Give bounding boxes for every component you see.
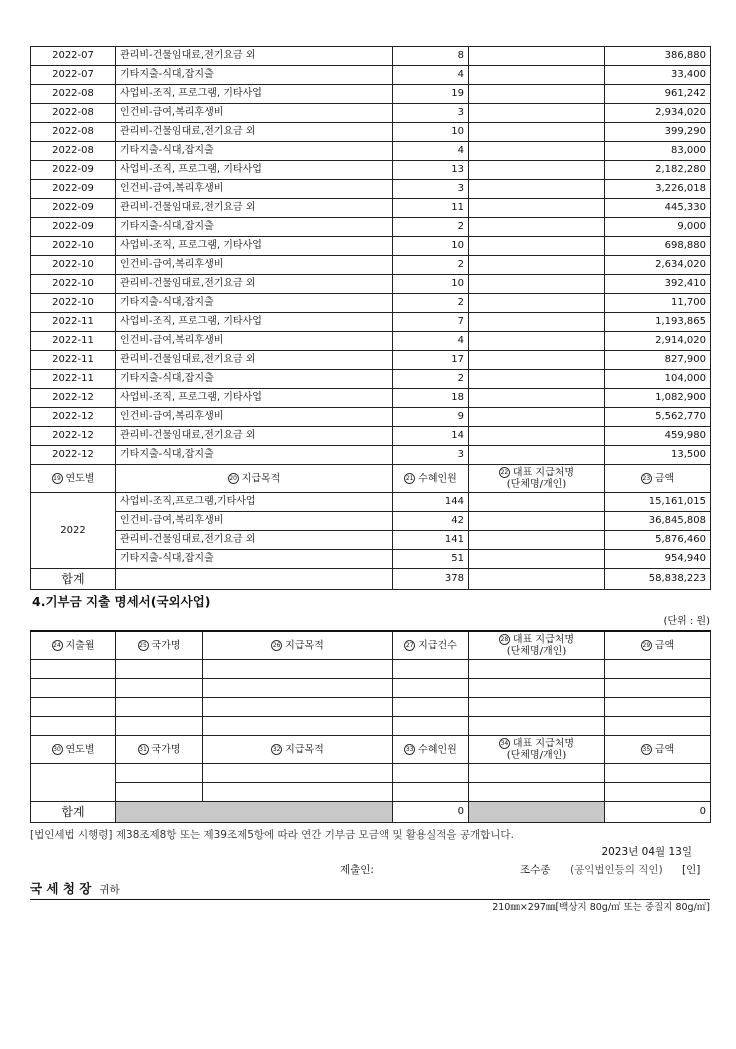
table-row	[31, 237, 711, 256]
domestic-expense-table	[30, 46, 711, 590]
count-cell: 2	[393, 370, 469, 389]
count-cell: 14	[393, 427, 469, 446]
count-cell: 17	[393, 351, 469, 370]
month-cell: 2022-11	[31, 332, 116, 351]
month-cell: 2022-10	[31, 275, 116, 294]
header-month: 24 지출월	[31, 631, 116, 660]
yearly-year: 2022	[31, 493, 116, 569]
table-row	[31, 275, 711, 294]
payee-cell	[469, 218, 605, 237]
purpose-cell: 관리비-건물임대료,전기요금 외	[116, 47, 393, 66]
amount-cell: 386,880	[605, 47, 711, 66]
total-amount: 58,838,223	[605, 569, 711, 590]
header-amount: 23 금액	[605, 465, 711, 493]
header-purpose: 26 지급목적	[203, 631, 393, 660]
payee-cell	[469, 256, 605, 275]
header-payee: 34 대표 지급처명 (단체명/개인)	[469, 736, 605, 764]
yearly-row	[31, 550, 711, 569]
payee-cell	[469, 66, 605, 85]
payee-cell	[469, 446, 605, 465]
count-cell: 2	[393, 256, 469, 275]
payee-cell	[469, 47, 605, 66]
amount-cell: 459,980	[605, 427, 711, 446]
header-country: 31 국가명	[116, 736, 203, 764]
count-cell: 4	[393, 332, 469, 351]
table-row	[31, 199, 711, 218]
purpose-cell: 기타지출-식대,잡지출	[116, 446, 393, 465]
table-row	[31, 389, 711, 408]
month-cell: 2022-12	[31, 389, 116, 408]
payee-cell	[469, 180, 605, 199]
month-cell: 2022-12	[31, 427, 116, 446]
count-cell: 4	[393, 142, 469, 161]
purpose-cell: 인건비-급여,복리후생비	[116, 180, 393, 199]
empty-row	[31, 660, 711, 679]
yearly-amount: 954,940	[605, 550, 711, 569]
count-cell: 8	[393, 47, 469, 66]
count-cell: 18	[393, 389, 469, 408]
amount-cell: 2,182,280	[605, 161, 711, 180]
purpose-cell: 관리비-건물임대료,전기요금 외	[116, 123, 393, 142]
table-row	[31, 123, 711, 142]
amount-cell: 5,562,770	[605, 408, 711, 427]
month-cell: 2022-08	[31, 142, 116, 161]
count-cell: 7	[393, 313, 469, 332]
table-row	[31, 218, 711, 237]
yearly-purpose: 사업비-조직,프로그램,기타사업	[116, 493, 393, 512]
yearly-row	[31, 512, 711, 531]
month-cell: 2022-08	[31, 85, 116, 104]
table-row	[31, 313, 711, 332]
month-cell: 2022-09	[31, 180, 116, 199]
month-cell: 2022-09	[31, 199, 116, 218]
yearly-purpose: 인건비-급여,복리후생비	[116, 512, 393, 531]
yearly-row	[31, 493, 711, 512]
table-row	[31, 104, 711, 123]
table-row	[31, 161, 711, 180]
purpose-cell: 사업비-조직, 프로그램, 기타사업	[116, 85, 393, 104]
total-row	[31, 569, 711, 590]
yearly-purpose: 관리비-건물임대료,전기요금 외	[116, 531, 393, 550]
month-cell: 2022-11	[31, 370, 116, 389]
section-4-title: 4.기부금 지출 명세서(국외사업)	[32, 594, 211, 609]
overseas-expense-table	[30, 630, 711, 823]
amount-cell: 3,226,018	[605, 180, 711, 199]
table-row	[31, 446, 711, 465]
amount-cell: 961,242	[605, 85, 711, 104]
count-cell: 10	[393, 123, 469, 142]
amount-cell: 445,330	[605, 199, 711, 218]
empty-row	[31, 717, 711, 736]
amount-cell: 392,410	[605, 275, 711, 294]
total-count: 378	[393, 569, 469, 590]
seal-mark: [인]	[682, 864, 701, 876]
month-cell: 2022-07	[31, 47, 116, 66]
month-cell: 2022-10	[31, 256, 116, 275]
total-label: 합계	[31, 802, 116, 823]
yearly-header-row	[31, 465, 711, 493]
submitter-label: 제출인:	[340, 864, 374, 876]
submitter-role: (공익법인등의 직인)	[570, 864, 663, 876]
count-cell: 3	[393, 180, 469, 199]
yearly-amount: 36,845,808	[605, 512, 711, 531]
amount-cell: 698,880	[605, 237, 711, 256]
count-cell: 11	[393, 199, 469, 218]
count-cell: 10	[393, 275, 469, 294]
header-country: 25 국가명	[116, 631, 203, 660]
payee-cell	[469, 332, 605, 351]
amount-cell: 11,700	[605, 294, 711, 313]
overseas-yearly-header-row	[31, 736, 711, 764]
submitter-name: 조수종	[520, 864, 551, 876]
header-beneficiaries: 33 수혜인원	[393, 736, 469, 764]
header-payee: 28 대표 지급처명 (단체명/개인)	[469, 631, 605, 660]
amount-cell: 827,900	[605, 351, 711, 370]
payee-cell	[469, 427, 605, 446]
purpose-cell: 사업비-조직, 프로그램, 기타사업	[116, 313, 393, 332]
amount-cell: 1,193,865	[605, 313, 711, 332]
table-row	[31, 408, 711, 427]
purpose-cell: 관리비-건물임대료,전기요금 외	[116, 275, 393, 294]
payee-cell	[469, 313, 605, 332]
count-cell: 2	[393, 218, 469, 237]
monthly-rows	[31, 47, 711, 465]
payee-cell	[469, 104, 605, 123]
purpose-cell: 기타지출-식대,잡지출	[116, 218, 393, 237]
donation-report-page	[30, 46, 710, 916]
yearly-row	[31, 531, 711, 550]
month-cell: 2022-11	[31, 313, 116, 332]
count-cell: 4	[393, 66, 469, 85]
count-cell: 19	[393, 85, 469, 104]
purpose-cell: 인건비-급여,복리후생비	[116, 332, 393, 351]
purpose-cell: 인건비-급여,복리후생비	[116, 104, 393, 123]
payee-cell	[469, 85, 605, 104]
amount-cell: 104,000	[605, 370, 711, 389]
submission-date: 2023년 04월 13일	[601, 846, 692, 858]
month-cell: 2022-12	[31, 446, 116, 465]
payee-cell	[469, 123, 605, 142]
payee-cell	[469, 237, 605, 256]
header-year: 19 연도별	[31, 465, 116, 493]
yearly-count: 141	[393, 531, 469, 550]
table-row	[31, 332, 711, 351]
month-cell: 2022-08	[31, 123, 116, 142]
header-year: 30 연도별	[31, 736, 116, 764]
empty-row	[31, 679, 711, 698]
amount-cell: 2,934,020	[605, 104, 711, 123]
overseas-header-row	[31, 631, 711, 660]
count-cell: 3	[393, 446, 469, 465]
legal-notice: [법인세법 시행령] 제38조제8항 또는 제39조제5항에 따라 연간 기부금 모금액 및 활용실적을 공개합니다.	[30, 829, 514, 841]
purpose-cell: 사업비-조직, 프로그램, 기타사업	[116, 389, 393, 408]
header-amount: 29 금액	[605, 631, 711, 660]
purpose-cell: 기타지출-식대,잡지출	[116, 66, 393, 85]
purpose-cell: 기타지출-식대,잡지출	[116, 370, 393, 389]
amount-cell: 83,000	[605, 142, 711, 161]
amount-cell: 33,400	[605, 66, 711, 85]
purpose-cell: 기타지출-식대,잡지출	[116, 294, 393, 313]
empty-row	[31, 698, 711, 717]
table-row	[31, 351, 711, 370]
amount-cell: 399,290	[605, 123, 711, 142]
header-purpose: 20 지급목적	[116, 465, 393, 493]
purpose-cell: 사업비-조직, 프로그램, 기타사업	[116, 161, 393, 180]
table-row	[31, 427, 711, 446]
table-row	[31, 47, 711, 66]
total-label: 합계	[31, 569, 116, 590]
purpose-cell: 관리비-건물임대료,전기요금 외	[116, 199, 393, 218]
month-cell: 2022-12	[31, 408, 116, 427]
amount-cell: 13,500	[605, 446, 711, 465]
submitter-line	[30, 861, 710, 879]
month-cell: 2022-07	[31, 66, 116, 85]
month-cell: 2022-10	[31, 294, 116, 313]
yearly-amount: 15,161,015	[605, 493, 711, 512]
count-cell: 9	[393, 408, 469, 427]
header-amount: 35 금액	[605, 736, 711, 764]
payee-cell	[469, 294, 605, 313]
table-row	[31, 180, 711, 199]
purpose-cell: 사업비-조직, 프로그램, 기타사업	[116, 237, 393, 256]
total-count: 0	[393, 802, 469, 823]
count-cell: 13	[393, 161, 469, 180]
yearly-payee	[469, 512, 605, 531]
header-count: 27 지급건수	[393, 631, 469, 660]
payee-cell	[469, 275, 605, 294]
recipient-line	[30, 879, 710, 900]
paper-spec: 210㎜×297㎜[백상지 80g/㎡ 또는 중질지 80g/㎡]	[492, 902, 710, 913]
payee-cell	[469, 142, 605, 161]
table-row	[31, 370, 711, 389]
recipient-suffix: 귀하	[99, 884, 120, 896]
total-amount: 0	[605, 802, 711, 823]
table-row	[31, 142, 711, 161]
yearly-payee	[469, 493, 605, 512]
empty-row	[31, 783, 711, 802]
header-purpose: 32 지급목적	[203, 736, 393, 764]
purpose-cell: 관리비-건물임대료,전기요금 외	[116, 351, 393, 370]
payee-cell	[469, 408, 605, 427]
purpose-cell: 인건비-급여,복리후생비	[116, 256, 393, 275]
purpose-cell: 인건비-급여,복리후생비	[116, 408, 393, 427]
yearly-purpose: 기타지출-식대,잡지출	[116, 550, 393, 569]
month-cell: 2022-10	[31, 237, 116, 256]
recipient: 국 세 청 장	[30, 881, 92, 896]
count-cell: 2	[393, 294, 469, 313]
header-beneficiaries: 21 수혜인원	[393, 465, 469, 493]
header-payee: 22 대표 지급처명 (단체명/개인)	[469, 465, 605, 493]
empty-row	[31, 764, 711, 783]
count-cell: 3	[393, 104, 469, 123]
purpose-cell: 관리비-건물임대료,전기요금 외	[116, 427, 393, 446]
payee-cell	[469, 161, 605, 180]
month-cell: 2022-11	[31, 351, 116, 370]
unit-label: (단위 : 원)	[663, 616, 710, 627]
yearly-payee	[469, 550, 605, 569]
count-cell: 10	[393, 237, 469, 256]
month-cell: 2022-09	[31, 161, 116, 180]
purpose-cell: 기타지출-식대,잡지출	[116, 142, 393, 161]
month-cell: 2022-08	[31, 104, 116, 123]
month-cell: 2022-09	[31, 218, 116, 237]
amount-cell: 2,914,020	[605, 332, 711, 351]
yearly-payee	[469, 531, 605, 550]
yearly-amount: 5,876,460	[605, 531, 711, 550]
payee-cell	[469, 370, 605, 389]
payee-cell	[469, 351, 605, 370]
yearly-count: 51	[393, 550, 469, 569]
amount-cell: 2,634,020	[605, 256, 711, 275]
overseas-total-row	[31, 802, 711, 823]
amount-cell: 9,000	[605, 218, 711, 237]
yearly-count: 42	[393, 512, 469, 531]
table-row	[31, 294, 711, 313]
payee-cell	[469, 199, 605, 218]
payee-cell	[469, 389, 605, 408]
amount-cell: 1,082,900	[605, 389, 711, 408]
table-row	[31, 85, 711, 104]
table-row	[31, 256, 711, 275]
table-row	[31, 66, 711, 85]
yearly-count: 144	[393, 493, 469, 512]
